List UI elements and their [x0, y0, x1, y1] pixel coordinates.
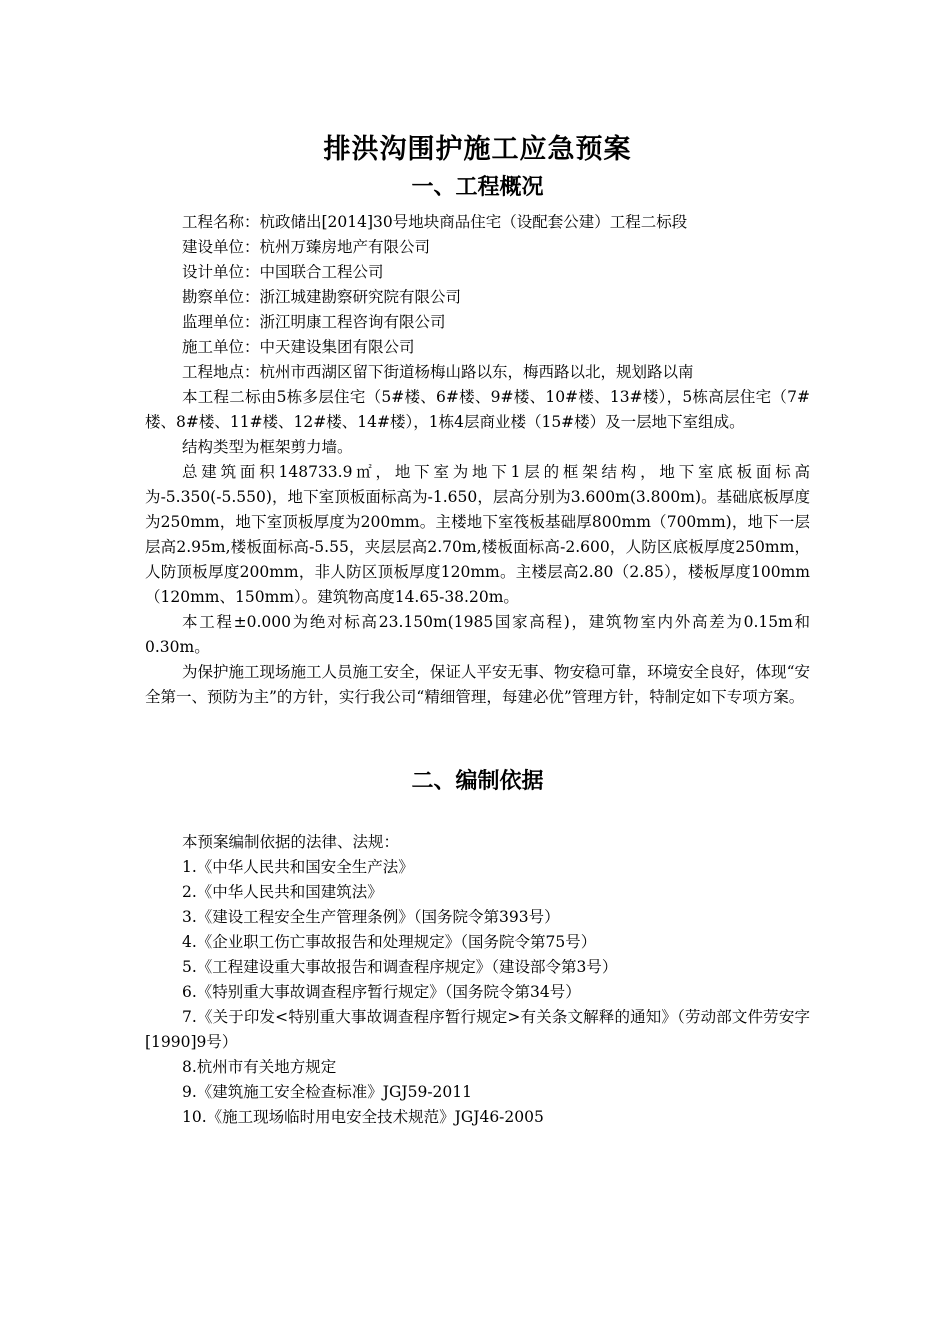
- client-line: 建设单位：杭州万臻房地产有限公司: [182, 238, 431, 256]
- section-heading-project-overview: 一、工程概况: [411, 175, 544, 200]
- basis-intro: 本预案编制依据的法律、法规：: [182, 833, 400, 851]
- basis-item-2: 2.《中华人民共和国建筑法》: [182, 883, 383, 901]
- basis-item-10: 10.《施工现场临时用电安全技术规范》JGJ46-2005: [182, 1108, 544, 1126]
- basis-item-1: 1.《中华人民共和国安全生产法》: [182, 858, 414, 876]
- basis-item-8: 8.杭州市有关地方规定: [182, 1058, 337, 1076]
- project-name-line: 工程名称：杭政储出[2014]30号地块商品住宅（设配套公建）工程二标段: [182, 213, 688, 231]
- supervisor-line: 监理单位：浙江明康工程咨询有限公司: [182, 313, 446, 331]
- surveyor-line: 勘察单位：浙江城建勘察研究院有限公司: [182, 288, 462, 306]
- basis-item-7: 7.《关于印发<特别重大事故调查程序暂行规定>有关条文解释的通知》（劳动部文件劳安字[1990]9号）: [145, 1008, 810, 1051]
- designer-line: 设计单位：中国联合工程公司: [182, 263, 384, 281]
- document-body: [145, 130, 810, 1130]
- section-project-overview: [145, 210, 810, 710]
- document-title: 排洪沟围护施工应急预案: [323, 134, 632, 165]
- structure-type-paragraph: 结构类型为框架剪力墙。: [182, 438, 353, 456]
- elevation-paragraph: 本工程±0.000为绝对标高23.150m(1985国家高程)，建筑物室内外高差为0.15m和0.30m。: [145, 613, 810, 656]
- basis-item-9: 9.《建筑施工安全检查标准》JGJ59-2011: [182, 1083, 473, 1101]
- basis-item-4: 4.《企业职工伤亡事故报告和处理规定》（国务院令第75号）: [182, 933, 597, 951]
- purpose-paragraph: 为保护施工现场施工人员施工安全，保证人平安无事、物安稳可靠，环境安全良好，体现“安全第一、预防为主”的方针，实行我公司“精细管理，每建必优”管理方针，特制定如下专项方案。: [145, 663, 810, 706]
- building-area-paragraph: 总建筑面积148733.9㎡，地下室为地下1层的框架结构，地下室底板面标高为-5.350(-5.550)，地下室顶板面标高为-1.650，层高分别为3.600m(3.800m)。基础底板厚度为250mm，地下室顶板厚度为200mm。主楼地下室筏板基础厚800mm（700mm)，地下一层层高2.95m,楼板面标高-5.55，夹层层高2.70m,楼板面标高-2.600，人防区底板厚度250mm，人防顶板厚度200mm，非人防区顶板厚度120mm。主楼层高2.80（2.85），楼板厚度100mm（120mm、150mm）。建筑物高度14.65-38.20m。: [145, 463, 810, 606]
- scope-paragraph: 本工程二标由5栋多层住宅（5#楼、6#楼、9#楼、10#楼、13#楼），5栋高层住宅（7#楼、8#楼、11#楼、12#楼、14#楼），1栋4层商业楼（15#楼）及一层地下室组成。: [145, 388, 810, 431]
- contractor-line: 施工单位：中天建设集团有限公司: [182, 338, 415, 356]
- section-basis: [145, 830, 810, 1130]
- basis-item-6: 6.《特别重大事故调查程序暂行规定》（国务院令第34号）: [182, 983, 581, 1001]
- basis-item-3: 3.《建设工程安全生产管理条例》（国务院令第393号）: [182, 908, 560, 926]
- location-line: 工程地点：杭州市西湖区留下街道杨梅山路以东，梅西路以北，规划路以南: [182, 363, 694, 381]
- section-heading-basis: 二、编制依据: [411, 769, 544, 794]
- basis-item-5: 5.《工程建设重大事故报告和调查程序规定》（建设部令第3号）: [182, 958, 618, 976]
